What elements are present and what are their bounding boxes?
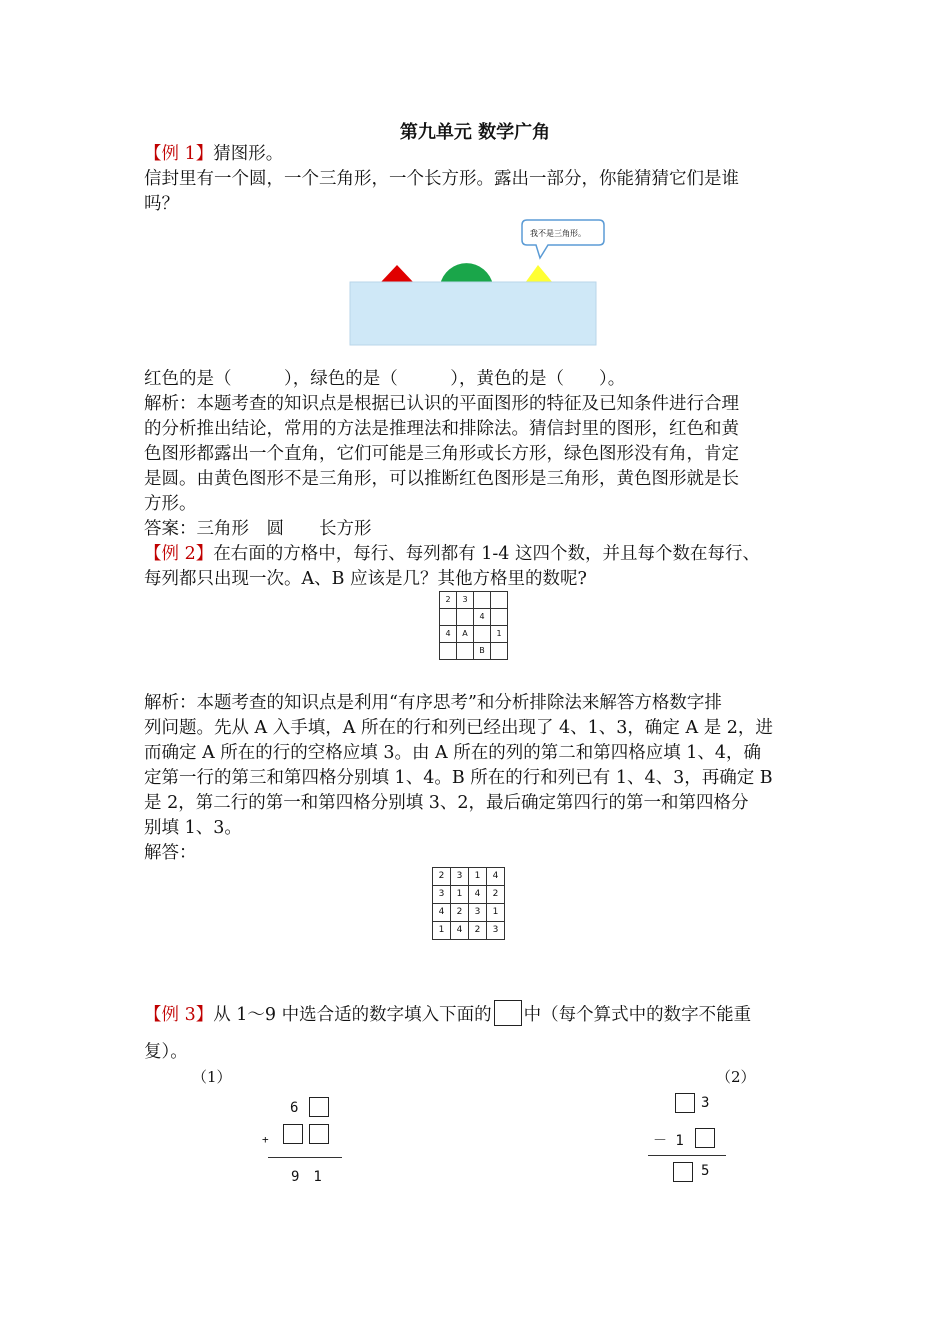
example-1-header [144,142,283,166]
difference-line [648,1155,726,1156]
problem-2-label: （2） [716,1068,756,1086]
grid-cell [491,643,508,660]
grid-cell: 3 [457,592,474,609]
grid-cell: 1 [487,904,505,922]
sum-line [268,1157,342,1158]
answer-box-sample [494,1000,522,1026]
example-2-analysis-line: 是 2，第二行的第一和第四格分别填 3、2，最后确定第四行的第一和第四格分 [144,793,749,813]
grid-cell [457,609,474,626]
example-1-blanks: 红色的是（ ），绿色的是（ ），黄色的是（ ）。 [144,369,626,389]
problem-2-result: 5 [701,1163,710,1179]
grid-cell: A [457,626,474,643]
grid-cell [440,643,457,660]
example-1-tag: 【例 1】 [144,144,214,164]
grid-cell: 2 [451,904,469,922]
grid-cell: 2 [440,592,457,609]
grid-cell: 3 [469,904,487,922]
grid-cell: 4 [487,868,505,886]
example-2-question-line-1: 在右面的方格中，每行、每列都有 1-4 这四个数，并且每个数在每行、 [213,544,761,564]
example-2-tag: 【例 2】 [144,544,214,564]
grid-cell: 4 [474,609,491,626]
grid-cell [491,592,508,609]
example-2-question-line-2: 每列都只出现一次。A、B 应该是几？其他方格里的数呢? [144,569,587,589]
grid-cell: 1 [469,868,487,886]
grid-cell: 1 [491,626,508,643]
problem-1-top-digit: 6 [290,1100,299,1116]
example-1-analysis-line: 是圆。由黄色图形不是三角形，可以推断红色图形是三角形，黄色图形就是长 [144,469,739,489]
example-1-analysis-line: 方形。 [144,494,197,514]
example-2-analysis-line: 别填 1、3。 [144,818,242,838]
answer-box[interactable] [309,1124,329,1144]
example-2-header [144,542,760,566]
answer-box[interactable] [675,1093,695,1113]
grid-cell: 4 [440,626,457,643]
example-1-answer: 答案：三角形 圆 长方形 [144,519,372,539]
example-2-analysis-line: 而确定 A 所在的行的空格应填 3。由 A 所在的列的第二和第四格应填 1、4，确 [144,743,762,763]
example-3-tag: 【例 3】 [144,1005,214,1025]
answer-box[interactable] [283,1124,303,1144]
grid-cell: 4 [451,922,469,940]
example-2-analysis-line: 定第一行的第三和第四格分别填 1、4。B 所在的行和列已有 1、4、3，再确定 B [144,768,773,788]
example-3-question-b: 中（每个算式中的数字不能重 [523,1005,752,1025]
grid-cell: 1 [433,922,451,940]
example-3-question-a: 从 1～9 中选合适的数字填入下面的 [213,1005,492,1025]
yellow-rectangle-shape [525,265,553,283]
problem-2-subtrahend: － 1 [653,1133,684,1149]
problem-1-label: （1） [192,1068,232,1086]
grid-cell [491,609,508,626]
red-triangle-shape [380,265,414,283]
speech-bubble-text: 我不是三角形。 [530,229,586,238]
example-3-header [144,1000,751,1027]
grid-cell: 3 [451,868,469,886]
grid-cell: 1 [451,886,469,904]
example-1-question-line-1: 信封里有一个圆，一个三角形，一个长方形。露出一部分，你能猜猜它们是谁 [144,169,739,189]
grid-cell [474,626,491,643]
example-2-answer-label: 解答： [144,843,197,863]
problem-2-top-digit: 3 [701,1095,710,1111]
grid-cell: 2 [469,922,487,940]
grid-cell: 2 [433,868,451,886]
grid-cell [440,609,457,626]
grid-cell [474,592,491,609]
page-title: 第九单元 数学广角 [399,122,551,143]
answer-box[interactable] [673,1162,693,1182]
answer-box[interactable] [309,1097,329,1117]
example-1-question-line-2: 吗？ [144,194,179,214]
grid-cell: 3 [433,886,451,904]
grid-cell: 3 [487,922,505,940]
example-1-analysis-line: 色图形都露出一个直角，它们可能是三角形或长方形，绿色图形没有角，肯定 [144,444,739,464]
example-2-analysis-line: 解析：本题考查的知识点是利用“有序思考”和分析排除法来解答方格数字排 [144,693,722,713]
envelope-shape [350,282,596,345]
envelope-illustration [340,215,610,350]
grid-cell: 4 [469,886,487,904]
grid-cell [457,643,474,660]
speech-bubble-shape [522,220,604,258]
problem-1-result: 9 1 [291,1169,322,1185]
answer-box[interactable] [695,1128,715,1148]
solution-grid [432,867,505,940]
puzzle-grid [439,591,508,660]
example-3-question-line-2: 复）。 [144,1042,188,1062]
grid-cell: B [474,643,491,660]
example-1-analysis-line: 解析：本题考查的知识点是根据已认识的平面图形的特征及已知条件进行合理 [144,394,739,414]
example-1-heading: 猜图形。 [213,144,284,164]
example-1-analysis-line: 的分析推出结论，常用的方法是推理法和排除法。猜信封里的图形，红色和黄 [144,419,739,439]
plus-sign: + [262,1133,269,1146]
grid-cell: 2 [487,886,505,904]
grid-cell: 4 [433,904,451,922]
example-2-analysis-line: 列问题。先从 A 入手填，A 所在的行和列已经出现了 4、1、3，确定 A 是 2，进 [144,718,773,738]
